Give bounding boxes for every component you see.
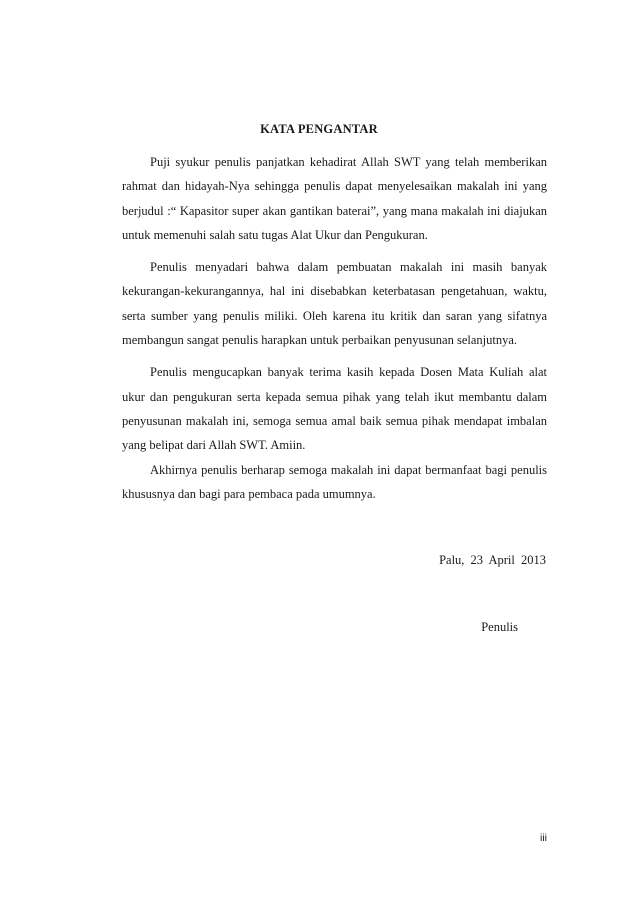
paragraph-1: Puji syukur penulis panjatkan kehadirat Allah SWT yang telah memberikan rahmat dan hidayah-Nya sehingga penulis dapat menyelesaikan makalah ini yang berjudul :“ Kapasitor super akan gantikan baterai”, yang mana makalah ini diajukan untuk memenuhi salah satu tugas Alat Ukur dan Pengukuran. bbox=[122, 155, 547, 242]
paragraph-3: Penulis mengucapkan banyak terima kasih kepada Dosen Mata Kuliah alat ukur dan pengukuran serta kepada semua pihak yang telah ikut membantu dalam penyusunan makalah ini, semoga semua amal baik semua pihak mendapat imbalan yang belipat dari Allah SWT. Amiin. bbox=[122, 365, 547, 453]
page-number: iii bbox=[540, 832, 547, 844]
page-title: KATA PENGANTAR bbox=[260, 122, 378, 136]
body-text bbox=[122, 150, 547, 506]
paragraph-2: Penulis menyadari bahwa dalam pembuatan makalah ini masih banyak kekurangan-kekurangannya, hal ini disebabkan keterbatasan pengetahuan, waktu, serta sumber yang penulis miliki. Oleh karena itu kritik dan saran yang sifatnya membangun sangat penulis harapkan untuk perbaikan penyusunan selanjutnya. bbox=[122, 260, 547, 348]
paragraph-4: Akhirnya penulis berharap semoga makalah ini dapat bermanfaat bagi penulis khususnya dan bagi para pembaca pada umumnya. bbox=[122, 462, 547, 501]
author-signature-label: Penulis bbox=[481, 620, 518, 634]
place-date: Palu, 23 April 2013 bbox=[439, 553, 546, 567]
